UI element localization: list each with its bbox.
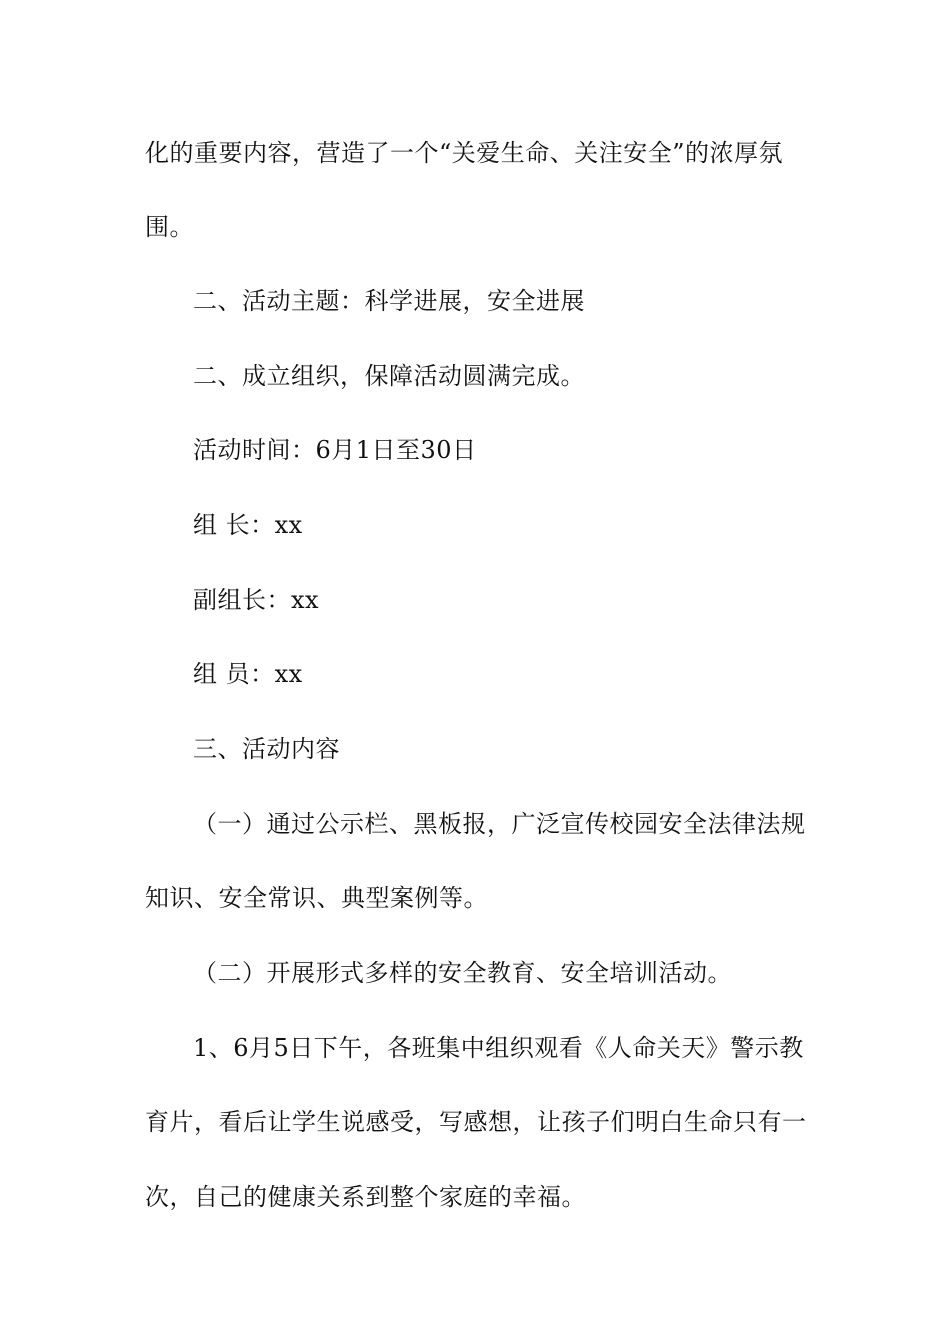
paragraph-line: 围。	[145, 213, 194, 241]
deputy-leader: 副组长：xx	[193, 586, 320, 614]
paragraph-line: 育片，看后让学生说感受，写感想，让孩子们明白生命只有一	[145, 1108, 807, 1136]
paragraph-line: 次，自己的健康关系到整个家庭的幸福。	[145, 1183, 586, 1211]
group-leader: 组 长：xx	[193, 511, 303, 539]
group-members: 组 员：xx	[193, 660, 303, 688]
paragraph-line: 1、6月5日下午，各班集中组织观看《人命关天》警示教	[193, 1034, 804, 1062]
activity-time: 活动时间：6月1日至30日	[193, 436, 477, 464]
paragraph-line: （二）开展形式多样的安全教育、安全培训活动。	[193, 959, 732, 987]
paragraph-line: （一）通过公示栏、黑板报，广泛宣传校园安全法律法规	[193, 810, 806, 838]
section-heading: 三、活动内容	[193, 735, 340, 763]
paragraph-line: 知识、安全常识、典型案例等。	[145, 884, 488, 912]
paragraph-line: 化的重要内容，营造了一个“关爱生命、关注安全”的浓厚氛	[145, 139, 784, 167]
section-heading: 二、活动主题：科学进展，安全进展	[193, 287, 585, 315]
section-heading: 二、成立组织，保障活动圆满完成。	[193, 362, 585, 390]
